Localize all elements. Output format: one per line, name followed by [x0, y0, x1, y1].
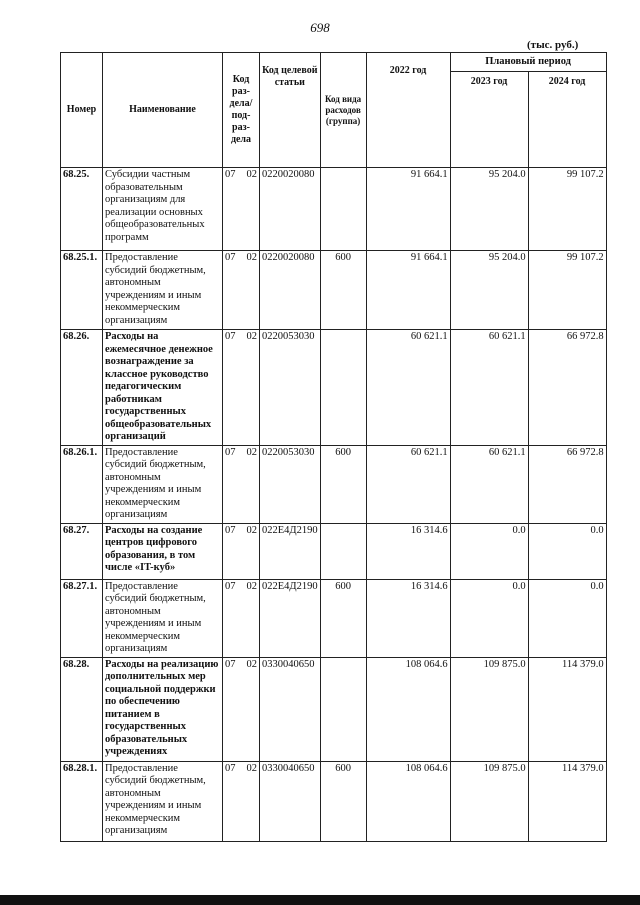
row-razdel: 07	[225, 580, 236, 592]
header-planned-period: Плановый период	[450, 53, 606, 72]
table-row	[61, 523, 607, 579]
row-2023: 60 621.1	[450, 445, 528, 523]
row-podrazdel: 02	[246, 658, 257, 670]
row-section	[223, 657, 260, 761]
row-section	[223, 330, 260, 446]
row-2023: 109 875.0	[450, 761, 528, 841]
row-name: Предоставление субсидий бюджетным, автономным учреждениям и иным некоммерческим организациям	[103, 251, 223, 330]
row-section	[223, 168, 260, 251]
header-2023: 2023 год	[450, 72, 528, 168]
row-2022: 91 664.1	[366, 168, 450, 251]
row-2023: 109 875.0	[450, 657, 528, 761]
budget-table	[60, 52, 607, 842]
row-razdel: 07	[225, 762, 236, 774]
header-expense-type: Код вида расходов (группа)	[320, 53, 366, 168]
row-razdel: 07	[225, 658, 236, 670]
row-2023: 95 204.0	[450, 168, 528, 251]
row-number: 68.26.	[61, 330, 103, 446]
row-number: 68.27.1.	[61, 579, 103, 657]
header-section: Код раз-дела/ под-раз-дела	[223, 53, 260, 168]
row-section	[223, 761, 260, 841]
units-label: (тыс. руб.)	[527, 39, 579, 51]
row-2023: 0.0	[450, 523, 528, 579]
row-expense-type: 600	[320, 445, 366, 523]
row-name: Предоставление субсидий бюджетным, автономным учреждениям и иным некоммерческим организациям	[103, 445, 223, 523]
row-target-code: 0220020080	[260, 168, 321, 251]
row-2022: 108 064.6	[366, 657, 450, 761]
row-2022: 16 314.6	[366, 579, 450, 657]
header-2024: 2024 год	[528, 72, 606, 168]
row-name: Предоставление субсидий бюджетным, автономным учреждениям и иным некоммерческим организациям	[103, 579, 223, 657]
row-number: 68.25.	[61, 168, 103, 251]
scan-bottom-edge	[0, 895, 640, 905]
page-number: 698	[310, 20, 330, 35]
row-razdel: 07	[225, 524, 236, 536]
row-razdel: 07	[225, 252, 236, 263]
row-podrazdel: 02	[246, 252, 257, 263]
row-2024: 66 972.8	[528, 445, 606, 523]
row-razdel: 07	[225, 331, 236, 342]
row-expense-type: 600	[320, 251, 366, 330]
table-row	[61, 251, 607, 330]
row-target-code: 0330040650	[260, 761, 321, 841]
row-podrazdel: 02	[246, 331, 257, 342]
row-2024: 99 107.2	[528, 251, 606, 330]
row-2022: 60 621.1	[366, 445, 450, 523]
row-2022: 91 664.1	[366, 251, 450, 330]
row-target-code: 022Е4Д2190	[260, 523, 321, 579]
table-row	[61, 579, 607, 657]
row-2023: 60 621.1	[450, 330, 528, 446]
row-target-code: 0220020080	[260, 251, 321, 330]
row-section	[223, 445, 260, 523]
table-row	[61, 168, 607, 251]
row-2024: 0.0	[528, 579, 606, 657]
row-2022: 108 064.6	[366, 761, 450, 841]
row-expense-type	[320, 168, 366, 251]
row-number: 68.25.1.	[61, 251, 103, 330]
row-section	[223, 579, 260, 657]
table-row	[61, 657, 607, 761]
row-target-code: 0330040650	[260, 657, 321, 761]
header-target: Код целевой статьи	[260, 53, 321, 168]
table-row	[61, 761, 607, 841]
row-2023: 95 204.0	[450, 251, 528, 330]
row-expense-type	[320, 523, 366, 579]
row-razdel: 07	[225, 169, 236, 180]
header-name: Наименование	[103, 53, 223, 168]
row-expense-type: 600	[320, 579, 366, 657]
row-section	[223, 251, 260, 330]
row-name: Расходы на ежемесячное денежное вознаграждение за классное руководство педагогическим работникам государственных общеобразовательных организаций	[103, 330, 223, 446]
row-2024: 99 107.2	[528, 168, 606, 251]
row-name: Расходы на реализацию дополнительных мер социальной поддержки по обеспечению питанием в государственных образовательных учреждениях	[103, 657, 223, 761]
row-name: Расходы на создание центров цифрового образования, в том числе «IT-куб»	[103, 523, 223, 579]
row-2024: 114 379.0	[528, 761, 606, 841]
row-target-code: 0220053030	[260, 445, 321, 523]
row-podrazdel: 02	[246, 580, 257, 592]
row-name: Предоставление субсидий бюджетным, автономным учреждениям и иным некоммерческим организациям	[103, 761, 223, 841]
row-number: 68.28.	[61, 657, 103, 761]
row-2024: 114 379.0	[528, 657, 606, 761]
row-expense-type	[320, 657, 366, 761]
table-row	[61, 445, 607, 523]
table-row	[61, 330, 607, 446]
row-podrazdel: 02	[246, 762, 257, 774]
row-2024: 0.0	[528, 523, 606, 579]
row-podrazdel: 02	[246, 524, 257, 536]
row-name: Субсидии частным образовательным организациям для реализации основных общеобразовательных программ	[103, 168, 223, 251]
row-podrazdel: 02	[246, 169, 257, 180]
row-expense-type	[320, 330, 366, 446]
row-target-code: 022Е4Д2190	[260, 579, 321, 657]
row-2022: 60 621.1	[366, 330, 450, 446]
row-2024: 66 972.8	[528, 330, 606, 446]
row-number: 68.28.1.	[61, 761, 103, 841]
row-number: 68.27.	[61, 523, 103, 579]
row-number: 68.26.1.	[61, 445, 103, 523]
row-podrazdel: 02	[246, 446, 257, 458]
header-2022: 2022 год	[366, 53, 450, 168]
row-section	[223, 523, 260, 579]
row-razdel: 07	[225, 446, 236, 458]
row-target-code: 0220053030	[260, 330, 321, 446]
header-number: Номер	[61, 53, 103, 168]
row-expense-type: 600	[320, 761, 366, 841]
row-2023: 0.0	[450, 579, 528, 657]
row-2022: 16 314.6	[366, 523, 450, 579]
